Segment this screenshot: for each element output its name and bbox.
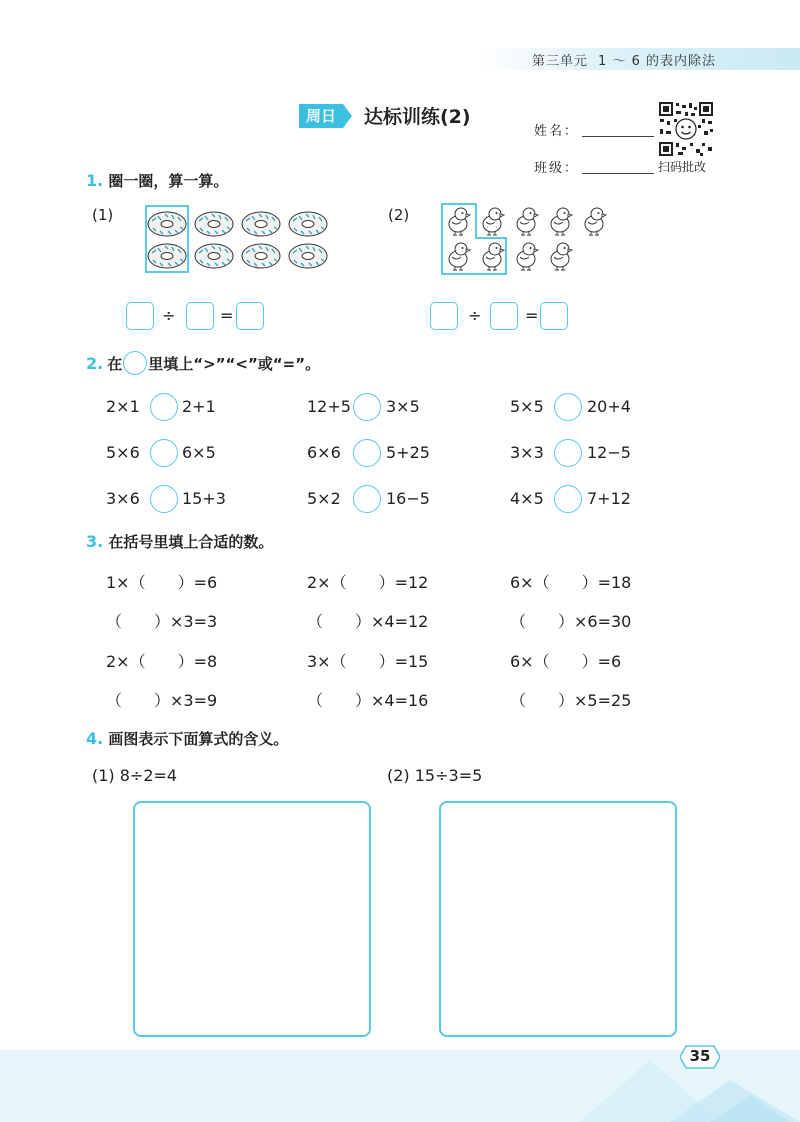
chick-9 [551, 243, 572, 270]
question-3-heading [86, 531, 273, 552]
q1-part2-label: (2) [388, 206, 410, 224]
compare-circle[interactable] [554, 485, 582, 513]
fill-blank-equation[interactable]: 2×（ ）=12 [307, 573, 429, 592]
fill-blank-equation[interactable]: （ ）×3=9 [106, 691, 218, 710]
question-title-suffix: 里填上“>”“<”或“=”。 [148, 354, 321, 373]
chick-5 [585, 208, 606, 235]
compare-circle[interactable] [353, 393, 381, 421]
eq-sign: = [525, 306, 539, 325]
q1-part2-dividend-box[interactable] [430, 302, 458, 330]
question-number: 2. [86, 353, 104, 373]
chick-2 [483, 208, 504, 235]
donut-1 [148, 212, 186, 236]
topic-label: 1 ～ 6 的表内除法 [598, 54, 716, 69]
compare-right: 5+25 [386, 443, 430, 462]
fill-blank-equation[interactable]: 2×（ ）=8 [106, 652, 218, 671]
q1-part2-quotient-box[interactable] [540, 302, 568, 330]
chick-7 [483, 243, 504, 270]
compare-right: 2+1 [182, 397, 216, 416]
fill-blank-equation[interactable]: （ ）×4=16 [307, 691, 429, 710]
unit-label: 第三单元 [532, 54, 589, 69]
donut-2 [195, 212, 233, 236]
chick-3 [517, 208, 538, 235]
q4-part2-drawing-area[interactable] [439, 801, 677, 1037]
fill-blank-equation[interactable]: 6×（ ）=6 [510, 652, 622, 671]
compare-left: 12+5 [307, 397, 351, 416]
chick-4 [551, 208, 572, 235]
div-sign: ÷ [162, 306, 176, 325]
compare-left: 3×3 [510, 443, 544, 462]
q1-part1-dividend-box[interactable] [126, 302, 154, 330]
chick-picture [440, 202, 612, 278]
compare-circle[interactable] [554, 439, 582, 467]
donut-3 [242, 212, 280, 236]
chick-6 [449, 243, 470, 270]
class-field[interactable] [582, 173, 654, 174]
fill-blank-equation[interactable]: 3×（ ）=15 [307, 652, 429, 671]
question-number: 1. [86, 171, 104, 190]
compare-circle[interactable] [150, 439, 178, 467]
compare-left: 5×2 [307, 489, 341, 508]
compare-left: 6×6 [307, 443, 341, 462]
badge-arrow [343, 104, 352, 128]
compare-right: 6×5 [182, 443, 216, 462]
compare-circle[interactable] [353, 485, 381, 513]
question-title-prefix: 在 [107, 354, 123, 373]
compare-right: 3×5 [386, 397, 420, 416]
fill-blank-equation[interactable]: 1×（ ）=6 [106, 573, 218, 592]
compare-right: 7+12 [587, 489, 631, 508]
div-sign: ÷ [468, 306, 482, 325]
donut-4 [289, 212, 327, 236]
class-label: 班级： [534, 161, 580, 176]
compare-right: 16−5 [386, 489, 430, 508]
chick-8 [517, 243, 538, 270]
compare-right: 12−5 [587, 443, 631, 462]
donut-8 [289, 244, 327, 268]
fill-blank-equation[interactable]: （ ）×5=25 [510, 691, 632, 710]
fill-blank-equation[interactable]: （ ）×6=30 [510, 612, 632, 631]
compare-circle[interactable] [554, 393, 582, 421]
compare-circle[interactable] [353, 439, 381, 467]
fill-blank-equation[interactable]: 6×（ ）=18 [510, 573, 632, 592]
fill-blank-equation[interactable]: （ ）×3=3 [106, 612, 218, 631]
question-title: 在括号里填上合适的数。 [108, 533, 274, 551]
donut-7 [242, 244, 280, 268]
question-2-heading [86, 351, 320, 375]
name-label: 姓名： [534, 124, 580, 139]
circle-symbol [123, 351, 147, 375]
compare-right: 15+3 [182, 489, 226, 508]
day-badge: 周日 [299, 104, 343, 128]
q1-part1-label: (1) [92, 206, 114, 224]
compare-left: 2×1 [106, 397, 140, 416]
name-field[interactable] [582, 136, 654, 137]
fill-blank-equation[interactable]: （ ）×4=12 [307, 612, 429, 631]
page-number: 35 [689, 1047, 711, 1065]
page-title: 达标训练(2) [364, 106, 471, 128]
q4-part1-drawing-area[interactable] [133, 801, 371, 1037]
q1-part1-divisor-box[interactable] [186, 302, 214, 330]
compare-left: 4×5 [510, 489, 544, 508]
donut-6 [195, 244, 233, 268]
eq-sign: = [220, 306, 234, 325]
question-number: 3. [86, 532, 104, 551]
running-header [532, 50, 716, 69]
compare-left: 3×6 [106, 489, 140, 508]
donut-picture [145, 204, 337, 276]
q1-part2-divisor-box[interactable] [490, 302, 518, 330]
q4-part1-expression: (1) 8÷2=4 [92, 766, 178, 785]
question-title: 圈一圈，算一算。 [108, 172, 229, 190]
chick-1 [449, 208, 470, 235]
q4-part2-expression: (2) 15÷3=5 [387, 766, 483, 785]
question-1-heading [86, 170, 228, 191]
question-title: 画图表示下面算式的含义。 [108, 730, 289, 748]
question-4-heading [86, 728, 288, 749]
question-number: 4. [86, 729, 104, 748]
qr-caption: 扫码批改 [658, 160, 707, 174]
compare-circle[interactable] [150, 485, 178, 513]
qr-code[interactable] [658, 101, 714, 157]
compare-left: 5×5 [510, 397, 544, 416]
donut-5 [148, 244, 186, 268]
compare-right: 20+4 [587, 397, 631, 416]
q1-part1-quotient-box[interactable] [236, 302, 264, 330]
compare-circle[interactable] [150, 393, 178, 421]
compare-left: 5×6 [106, 443, 140, 462]
